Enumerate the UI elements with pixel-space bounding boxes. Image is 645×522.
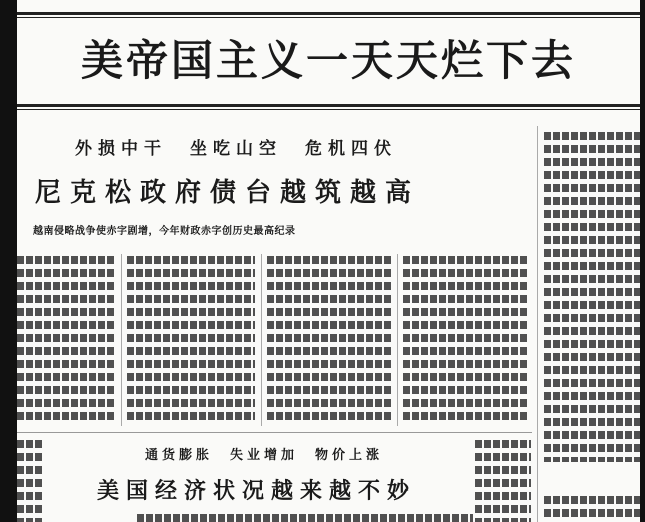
article1-kicker: 外损中干 坐吃山空 危机四伏 [75,139,397,159]
article1-title: 尼克松政府债台越筑越高 [35,178,421,208]
column-divider [121,254,122,426]
top-rule [17,12,640,15]
newspaper-sheet [17,0,640,522]
headline-rule-thin [17,109,640,110]
side-column-divider [537,126,538,522]
article2-body [17,440,43,522]
article1-body-col-1 [17,256,115,424]
column-divider [397,254,398,426]
side-column-body-lower [544,496,640,522]
article1-body-col-2 [127,256,255,424]
column-divider [261,254,262,426]
article2-rule [17,432,532,433]
article1-body-col-3 [267,256,391,424]
side-column-body [544,132,640,462]
headline-rule [17,104,640,107]
article2-body-bottom [137,514,473,522]
top-rule-thin [17,17,640,18]
article2-side-text [475,440,531,522]
article1-dek: 越南侵略战争使赤字剧增，今年财政赤字创历史最高纪录 [33,226,296,237]
article1-body-col-4 [403,256,529,424]
page-headline: 美帝国主义一天天烂下去 [80,36,576,85]
article2-title: 美国经济状况越来越不妙 [97,478,417,504]
article2-kicker: 通货膨胀 失业增加 物价上涨 [145,448,384,463]
